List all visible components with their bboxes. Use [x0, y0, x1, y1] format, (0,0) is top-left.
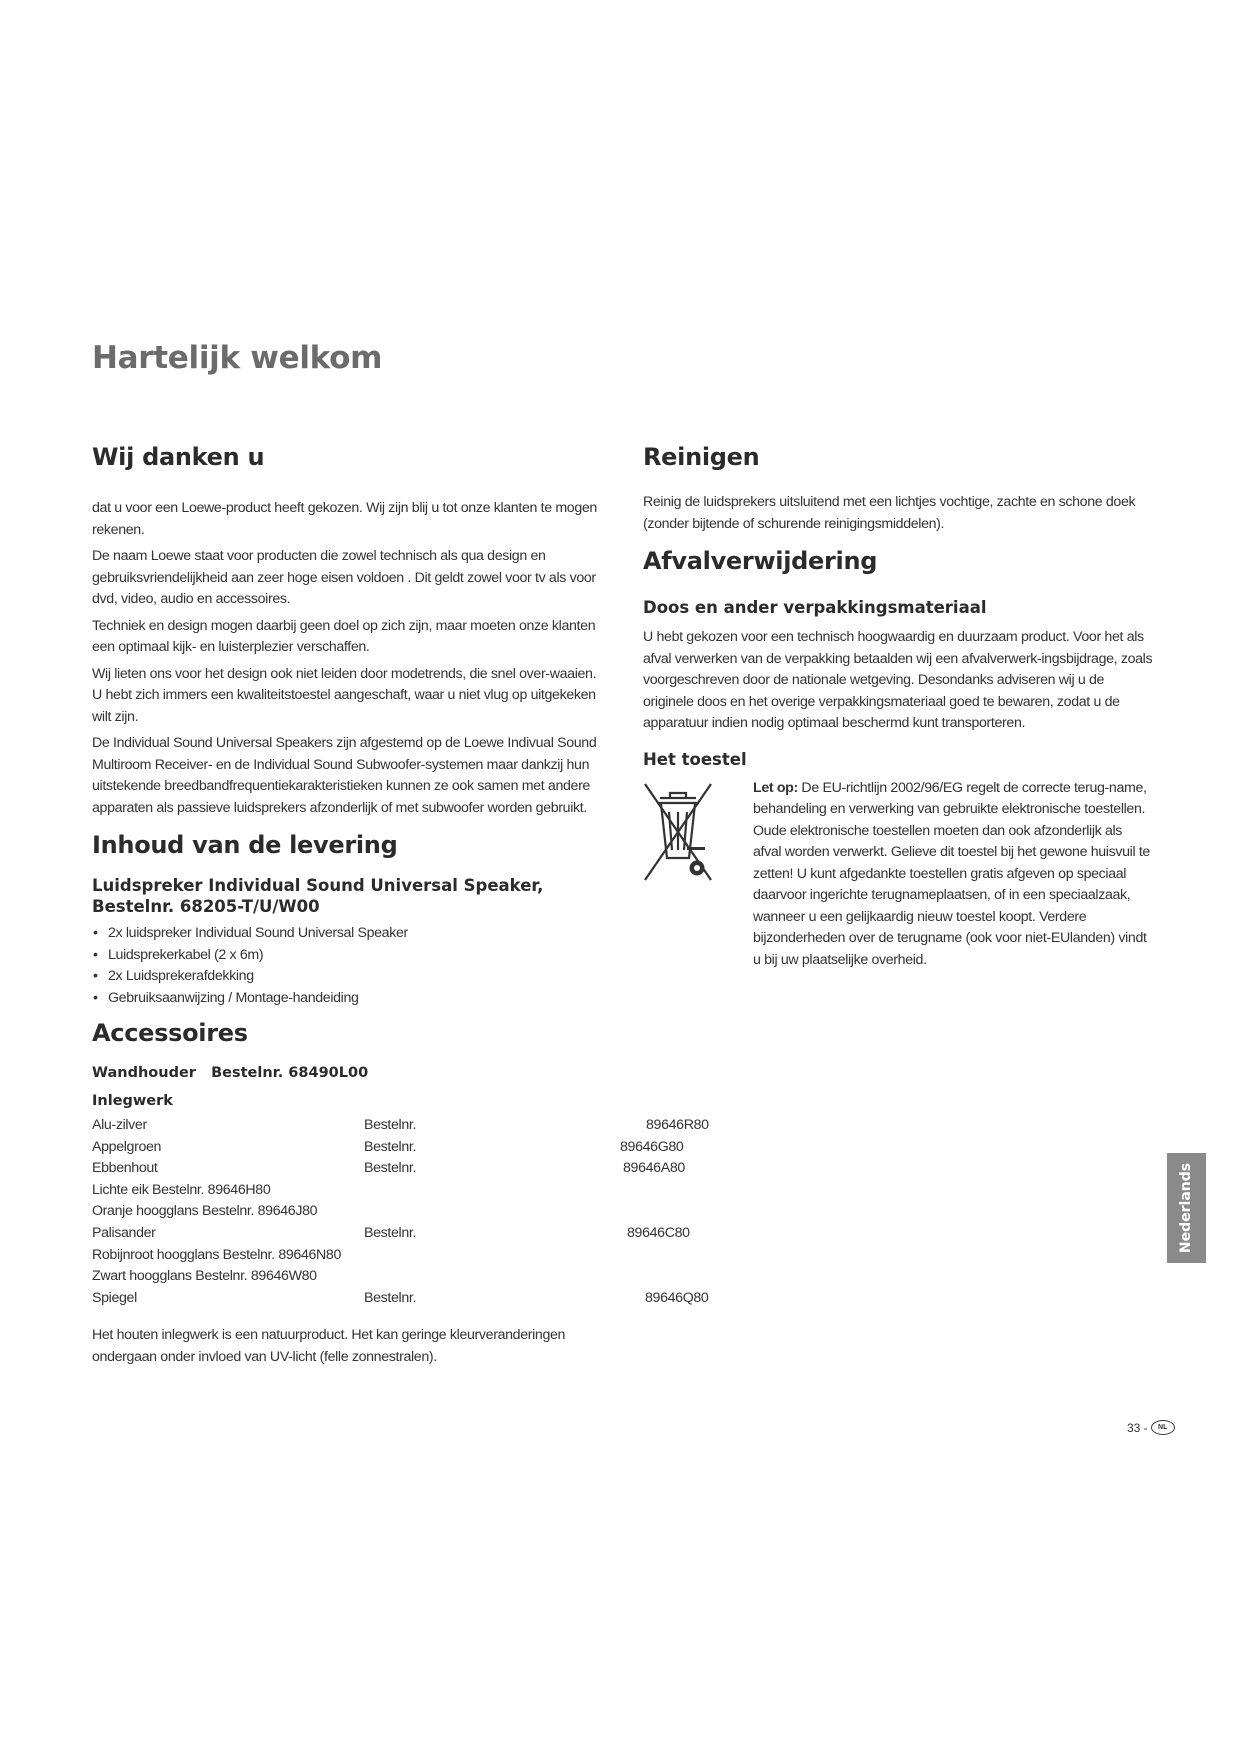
thanks-heading: Wij danken u	[92, 443, 265, 471]
delivery-list	[92, 923, 612, 1009]
crossed-out-bin-icon	[643, 780, 713, 888]
table-row	[92, 1247, 612, 1269]
wall-mount-line: Wandhouder Bestelnr. 68490L00	[92, 1065, 369, 1081]
inlay-order-label: Bestelnr.	[364, 1289, 417, 1306]
page-number	[1127, 1420, 1175, 1435]
table-row	[92, 1268, 612, 1290]
inlay-heading: Inlegwerk	[92, 1093, 173, 1109]
note-text: De EU-richtlijn 2002/96/EG regelt de correcte terug-name, behandeling en verwerking van gebruikte elektronische toestellen.	[753, 779, 1147, 817]
table-row	[92, 1289, 709, 1312]
inlay-name: Palisander	[92, 1224, 156, 1241]
inlay-name: Zwart hoogglans Bestelnr. 89646W80	[92, 1268, 317, 1285]
inlay-name: Lichte eik Bestelnr. 89646H80	[92, 1181, 271, 1198]
thanks-paragraph-5: De Individual Sound Universal Speakers zijn afgestemd op de Loewe Indivual Sound Multiroom Receiver- en de Individual Sound Subwoofer-systemen maar dankzij hun uitstekende breedbandfrequentiekarakteristieken kunnen ze ook samen met andere apparaten als passieve luidsprekers afzonderlijk of met subwoofer worden gebruikt.	[92, 735, 597, 816]
inlay-order-label: Bestelnr.	[364, 1224, 417, 1241]
delivery-subheading-line-1: Luidspreker Individual Sound Universal Speaker,	[92, 876, 544, 895]
thanks-paragraph-3: Techniek en design mogen daarbij geen doel op zich zijn, maar moeten onze klanten een optimaal kijk- en luisterplezier verschaffen.	[92, 617, 596, 655]
table-row	[92, 1138, 684, 1161]
inlay-order-label: Bestelnr.	[364, 1138, 417, 1155]
page-title: Hartelijk welkom	[92, 340, 383, 376]
inlay-name: Appelgroen	[92, 1138, 162, 1155]
nl-badge: NL	[1151, 1420, 1175, 1435]
disposal-heading: Afvalverwijdering	[643, 547, 878, 575]
delivery-subheading-line-2: Bestelnr. 68205-T/U/W00	[92, 897, 320, 916]
list-item: • 2x luidspreker Individual Sound Universal Speaker	[92, 923, 612, 945]
device-text-block	[753, 778, 1163, 972]
inlay-order-number: 89646Q80	[645, 1289, 709, 1306]
device-heading: Het toestel	[643, 749, 747, 769]
inlay-table	[92, 1117, 709, 1311]
table-row	[92, 1203, 612, 1225]
inlay-name: Ebbenhout	[92, 1160, 158, 1177]
inlay-name: Spiegel	[92, 1289, 137, 1306]
inlay-name: Oranje hoogglans Bestelnr. 89646J80	[92, 1203, 318, 1220]
right-column	[643, 443, 1163, 971]
language-label: Nederlands	[1178, 1162, 1195, 1254]
inlay-order-number: 89646C80	[627, 1224, 690, 1241]
inlay-order-number: 89646R80	[646, 1117, 709, 1133]
list-item: • 2x Luidsprekerafdekking	[92, 966, 612, 988]
inlay-order-number: 89646A80	[623, 1160, 685, 1177]
device-text: Oude elektronische toestellen moeten dan ook afzonderlijk als afval worden verwerkt. Gelieve dit toestel bij het gewone huisvuil te zetten! U kunt afgedankte toestellen gratis afgeven op speciaal daarvoor ingerichte terugnameplaatsen, of in een speciaalzaak, wanneer u een gelijkaardig nieuw toestel koopt. Verdere bijzonderheden over de terugname (ook voor niet-EUlanden) vindt u bij uw plaatselijke overheid.	[753, 822, 1150, 968]
table-row	[92, 1117, 709, 1139]
cleaning-heading: Reinigen	[643, 443, 760, 471]
list-item: • Luidsprekerkabel (2 x 6m)	[92, 945, 612, 967]
packaging-text: U hebt gekozen voor een technisch hoogwaardig en duurzaam product. Voor het als afval verwerken van de verpakking betaalden wij een afvalverwerk-ingsbijdrage, zoals voorgeschreven door de nationale wetgeving. Desondanks adviseren wij u de originele doos en het overige verpakkingsmateriaal goed te bewaren, zodat u de apparatuur indien nodig optimaal beschermd kunt transporteren.	[643, 629, 1153, 731]
list-item: • Gebruiksaanwijzing / Montage-handeiding	[92, 988, 612, 1010]
delivery-heading: Inhoud van de levering	[92, 831, 398, 859]
table-row	[92, 1182, 612, 1204]
packaging-heading: Doos en ander verpakkingsmateriaal	[643, 598, 987, 617]
table-row	[92, 1160, 685, 1182]
cleaning-text: Reinig de luidsprekers uitsluitend met een lichtjes vochtige, zachte en schone doek (zonder bijtende of schurende reinigingsmiddelen).	[643, 494, 1136, 532]
inlay-order-label: Bestelnr.	[364, 1160, 417, 1177]
thanks-paragraph-4: Wij lieten ons voor het design ook niet leiden door modetrends, die snel over-waaien. U hebt zich immers een kwaliteitstoestel aangeschaft, waar u niet vlug op uitgekeken wilt zijn.	[92, 665, 597, 725]
inlay-note: Het houten inlegwerk is een natuurproduct. Het kan geringe kleurveranderingen ondergaan onder invloed van UV-licht (felle zonnestralen).	[92, 1327, 566, 1365]
device-block	[643, 778, 1163, 972]
note-label: Let op:	[753, 779, 798, 796]
inlay-order-label: Bestelnr.	[364, 1117, 417, 1133]
table-row	[92, 1224, 690, 1247]
inlay-name: Robijnroot hoogglans Bestelnr. 89646N80	[92, 1246, 342, 1263]
inlay-order-number: 89646G80	[620, 1138, 684, 1155]
inlay-name: Alu-zilver	[92, 1117, 147, 1133]
thanks-paragraph-1: dat u voor een Loewe-product heeft gekozen. Wij zijn blij u tot onze klanten te mogen rekenen.	[92, 500, 597, 538]
page-number-text: 33 -	[1127, 1420, 1148, 1435]
thanks-paragraph-2: De naam Loewe staat voor producten die zowel technisch als qua design en gebruiksvriendelijkheid aan zeer hoge eisen voldoen . Dit geldt zowel voor tv als voor dvd, video, audio en accessoires.	[92, 548, 596, 607]
accessories-heading: Accessoires	[92, 1019, 248, 1047]
directive-note	[753, 778, 1153, 821]
language-side-tab	[1167, 1153, 1206, 1263]
